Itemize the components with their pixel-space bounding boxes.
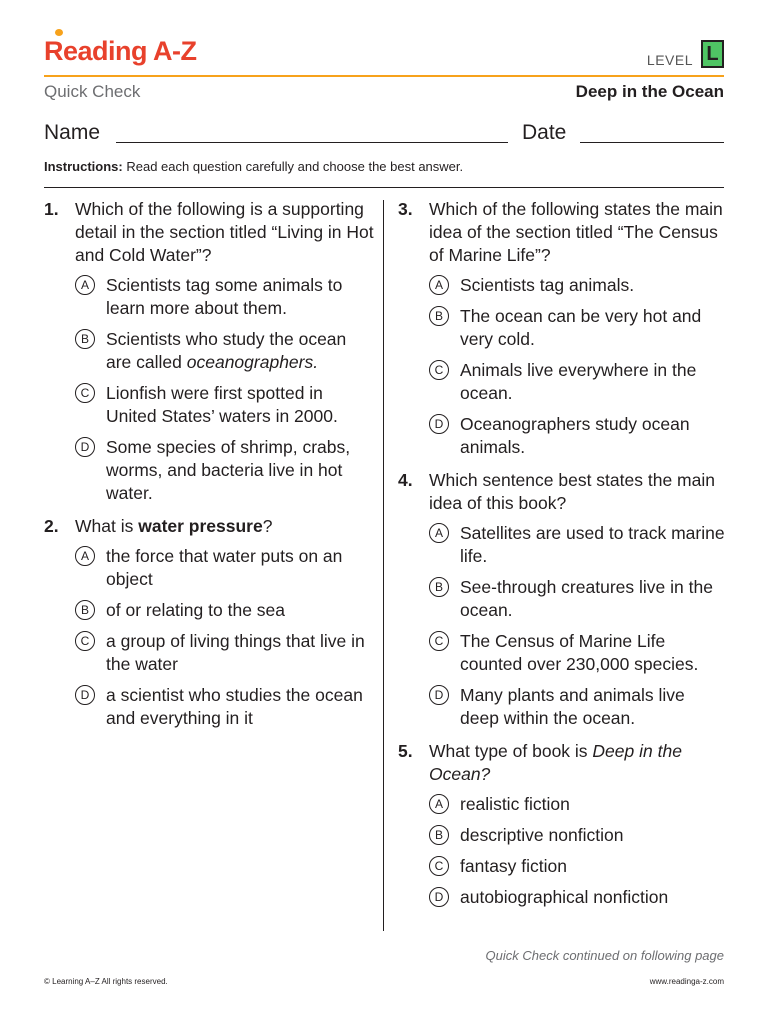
question-number: 3. [398, 199, 413, 219]
level-badge: L [701, 40, 724, 68]
option-c-bubble[interactable]: C [429, 856, 449, 876]
option-a[interactable] [398, 522, 728, 568]
question-5 [398, 740, 728, 909]
logo-dot [55, 29, 63, 36]
option-text: See-through creatures live in the ocean. [460, 577, 713, 620]
option-b[interactable] [398, 305, 728, 351]
option-c[interactable] [44, 630, 374, 676]
option-text-italic: oceanographers. [186, 352, 319, 372]
option-c-bubble[interactable]: C [429, 360, 449, 380]
question-number: 4. [398, 470, 413, 490]
option-b[interactable] [398, 576, 728, 622]
option-a-bubble[interactable]: A [429, 794, 449, 814]
option-c-bubble[interactable]: C [75, 383, 95, 403]
question-text-bold: water pressure [138, 516, 263, 536]
logo-text: Reading A-Z [44, 36, 197, 66]
question-text [75, 516, 272, 536]
option-b[interactable] [398, 824, 728, 847]
option-b-bubble[interactable]: B [429, 825, 449, 845]
option-text: autobiographical nonfiction [460, 887, 669, 907]
option-text: The Census of Marine Life counted over 230,000 species. [460, 631, 699, 674]
option-b-bubble[interactable]: B [75, 600, 95, 620]
option-text: a group of living things that live in the water [106, 631, 365, 674]
option-d[interactable] [398, 886, 728, 909]
question-4-prompt [398, 469, 728, 515]
option-b-bubble[interactable]: B [429, 306, 449, 326]
question-text-prefix: What type of book is [429, 741, 593, 761]
option-text: of or relating to the sea [106, 600, 285, 620]
option-c[interactable] [44, 382, 374, 428]
question-1-prompt [44, 198, 374, 267]
date-label: Date [522, 121, 567, 144]
option-a[interactable] [398, 274, 728, 297]
column-divider [383, 200, 384, 931]
question-number: 5. [398, 741, 413, 761]
option-c[interactable] [398, 855, 728, 878]
option-d-bubble[interactable]: D [75, 685, 95, 705]
option-text: Lionfish were first spotted in United States’ waters in 2000. [106, 383, 338, 426]
question-text: Which of the following is a supporting detail in the section titled “Living in Hot and Cold Water”? [75, 199, 374, 265]
reading-az-logo [44, 36, 197, 67]
option-b[interactable] [44, 328, 374, 374]
option-text: Animals live everywhere in the ocean. [460, 360, 697, 403]
option-text: Many plants and animals live deep within the ocean. [460, 685, 685, 728]
instructions [44, 159, 463, 174]
option-d[interactable] [44, 684, 374, 730]
header-rule [44, 75, 724, 77]
name-label: Name [44, 121, 101, 144]
continued-note: Quick Check continued on following page [485, 948, 724, 963]
question-text: Which sentence best states the main idea of this book? [429, 470, 715, 513]
option-d-bubble[interactable]: D [429, 685, 449, 705]
option-a-bubble[interactable]: A [75, 275, 95, 295]
option-text: descriptive nonfiction [460, 825, 624, 845]
option-b-bubble[interactable]: B [429, 577, 449, 597]
right-column [398, 198, 728, 919]
option-text: The ocean can be very hot and very cold. [460, 306, 702, 349]
option-d[interactable] [398, 413, 728, 459]
option-d-bubble[interactable]: D [429, 887, 449, 907]
option-d-bubble[interactable]: D [75, 437, 95, 457]
option-d[interactable] [398, 684, 728, 730]
option-text: a scientist who studies the ocean and everything in it [106, 685, 363, 728]
date-field-line[interactable] [580, 142, 724, 143]
question-text-italic: Deep in the Ocean? [429, 741, 682, 784]
name-field-line[interactable] [116, 142, 508, 143]
book-title: Deep in the Ocean [575, 82, 724, 101]
option-text: Scientists tag some animals to learn more about them. [106, 275, 343, 318]
question-text: Which of the following states the main idea of the section titled “The Census of Marine Life”? [429, 199, 723, 265]
level-indicator [647, 40, 724, 68]
option-text: Some species of shrimp, crabs, worms, and bacteria live in hot water. [106, 437, 351, 503]
website-url: www.readinga-z.com [649, 977, 724, 986]
option-text: the force that water puts on an object [106, 546, 343, 589]
option-b[interactable] [44, 599, 374, 622]
question-2-prompt [44, 515, 374, 538]
question-3-prompt [398, 198, 728, 267]
option-a[interactable] [398, 793, 728, 816]
option-a[interactable] [44, 274, 374, 320]
level-label: LEVEL [646, 52, 693, 68]
question-text-suffix: ? [262, 516, 273, 536]
question-number: 1. [44, 199, 59, 219]
question-5-prompt [398, 740, 728, 786]
option-c-bubble[interactable]: C [429, 631, 449, 651]
question-text-prefix: What is [75, 516, 139, 536]
instructions-rule [44, 187, 724, 188]
question-1 [44, 198, 374, 505]
option-a-bubble[interactable]: A [429, 523, 449, 543]
option-text: Scientists tag animals. [460, 275, 635, 295]
option-text: fantasy fiction [460, 856, 567, 876]
question-3 [398, 198, 728, 459]
instructions-text: Read each question carefully and choose the best answer. [122, 159, 464, 174]
option-c-bubble[interactable]: C [75, 631, 95, 651]
question-4 [398, 469, 728, 730]
instructions-label: Instructions: [44, 159, 123, 174]
option-d[interactable] [44, 436, 374, 505]
option-text: Oceanographers study ocean animals. [460, 414, 690, 457]
option-b-bubble[interactable]: B [75, 329, 95, 349]
option-text: Scientists who study the ocean are called [106, 329, 347, 372]
option-a-bubble[interactable]: A [429, 275, 449, 295]
option-text: Satellites are used to track marine life. [460, 523, 725, 566]
question-number: 2. [44, 516, 59, 536]
left-column [44, 198, 374, 740]
question-text [429, 741, 682, 784]
name-date-row [44, 121, 724, 151]
option-text: realistic fiction [460, 794, 570, 814]
quick-check-label: Quick Check [44, 82, 141, 101]
option-a-bubble[interactable]: A [75, 546, 95, 566]
option-d-bubble[interactable]: D [429, 414, 449, 434]
option-c[interactable] [398, 630, 728, 676]
question-2 [44, 515, 374, 730]
copyright-text: © Learning A–Z All rights reserved. [44, 977, 168, 986]
option-a[interactable] [44, 545, 374, 591]
option-c[interactable] [398, 359, 728, 405]
